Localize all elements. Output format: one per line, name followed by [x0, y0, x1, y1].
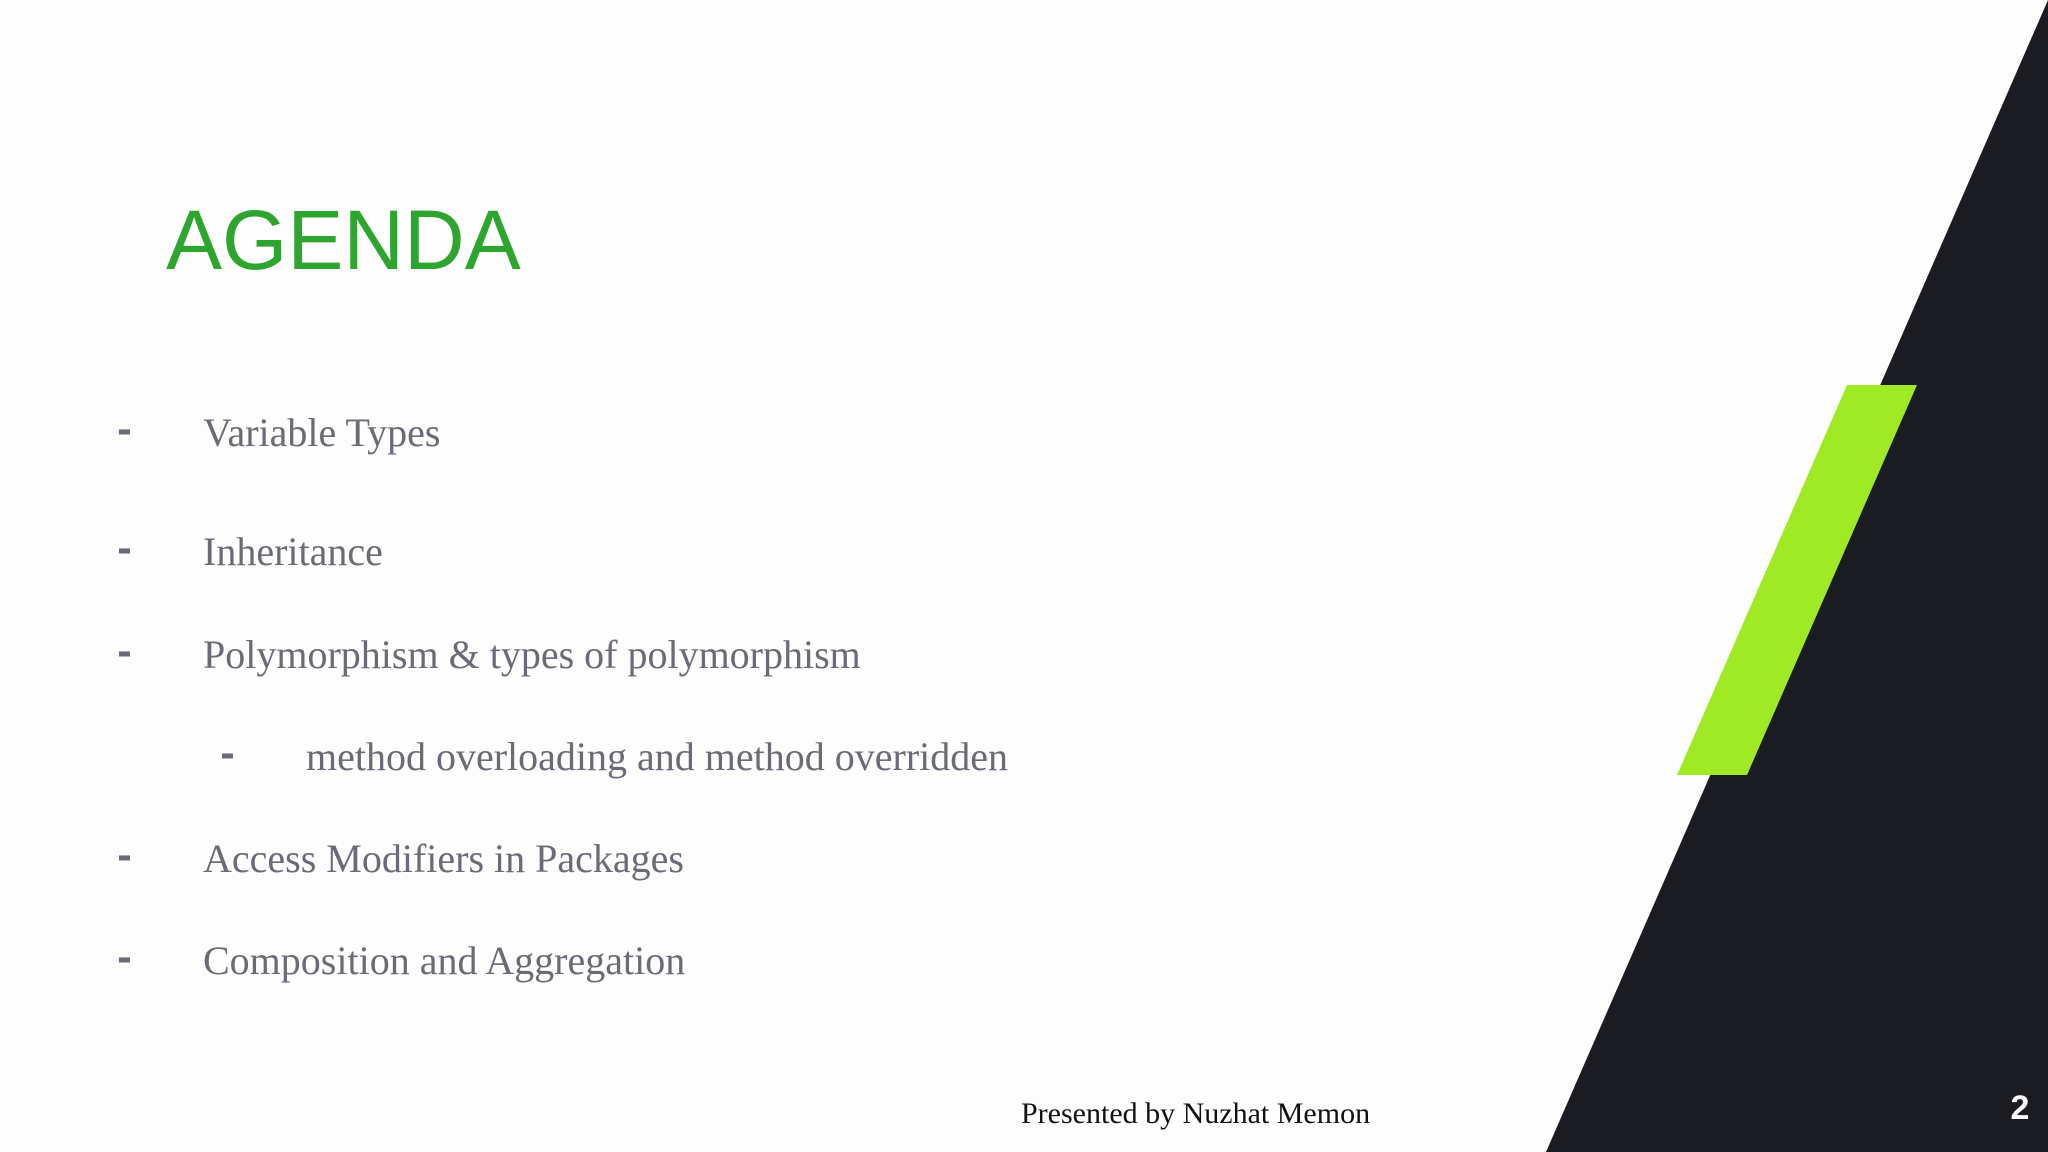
agenda-item-label: Polymorphism & types of polymorphism — [203, 632, 861, 677]
agenda-item-label: Access Modifiers in Packages — [203, 836, 684, 881]
bullet-dash: - — [117, 938, 132, 979]
bullet-dash: - — [117, 410, 132, 451]
bullet-dash: - — [117, 529, 132, 570]
page-number: 2 — [2010, 1089, 2030, 1127]
agenda-item-label: method overloading and method overridden — [306, 734, 1009, 779]
bullet-dash: - — [117, 836, 132, 877]
page-title: AGENDA — [166, 193, 521, 287]
bullet-dash: - — [117, 632, 132, 673]
bullet-dash: - — [220, 734, 235, 775]
agenda-item-label: Inheritance — [203, 529, 383, 574]
presenter-footer: Presented by Nuzhat Memon — [1021, 1097, 1371, 1130]
agenda-item-label: Composition and Aggregation — [203, 938, 686, 983]
agenda-item-label: Variable Types — [203, 410, 441, 455]
